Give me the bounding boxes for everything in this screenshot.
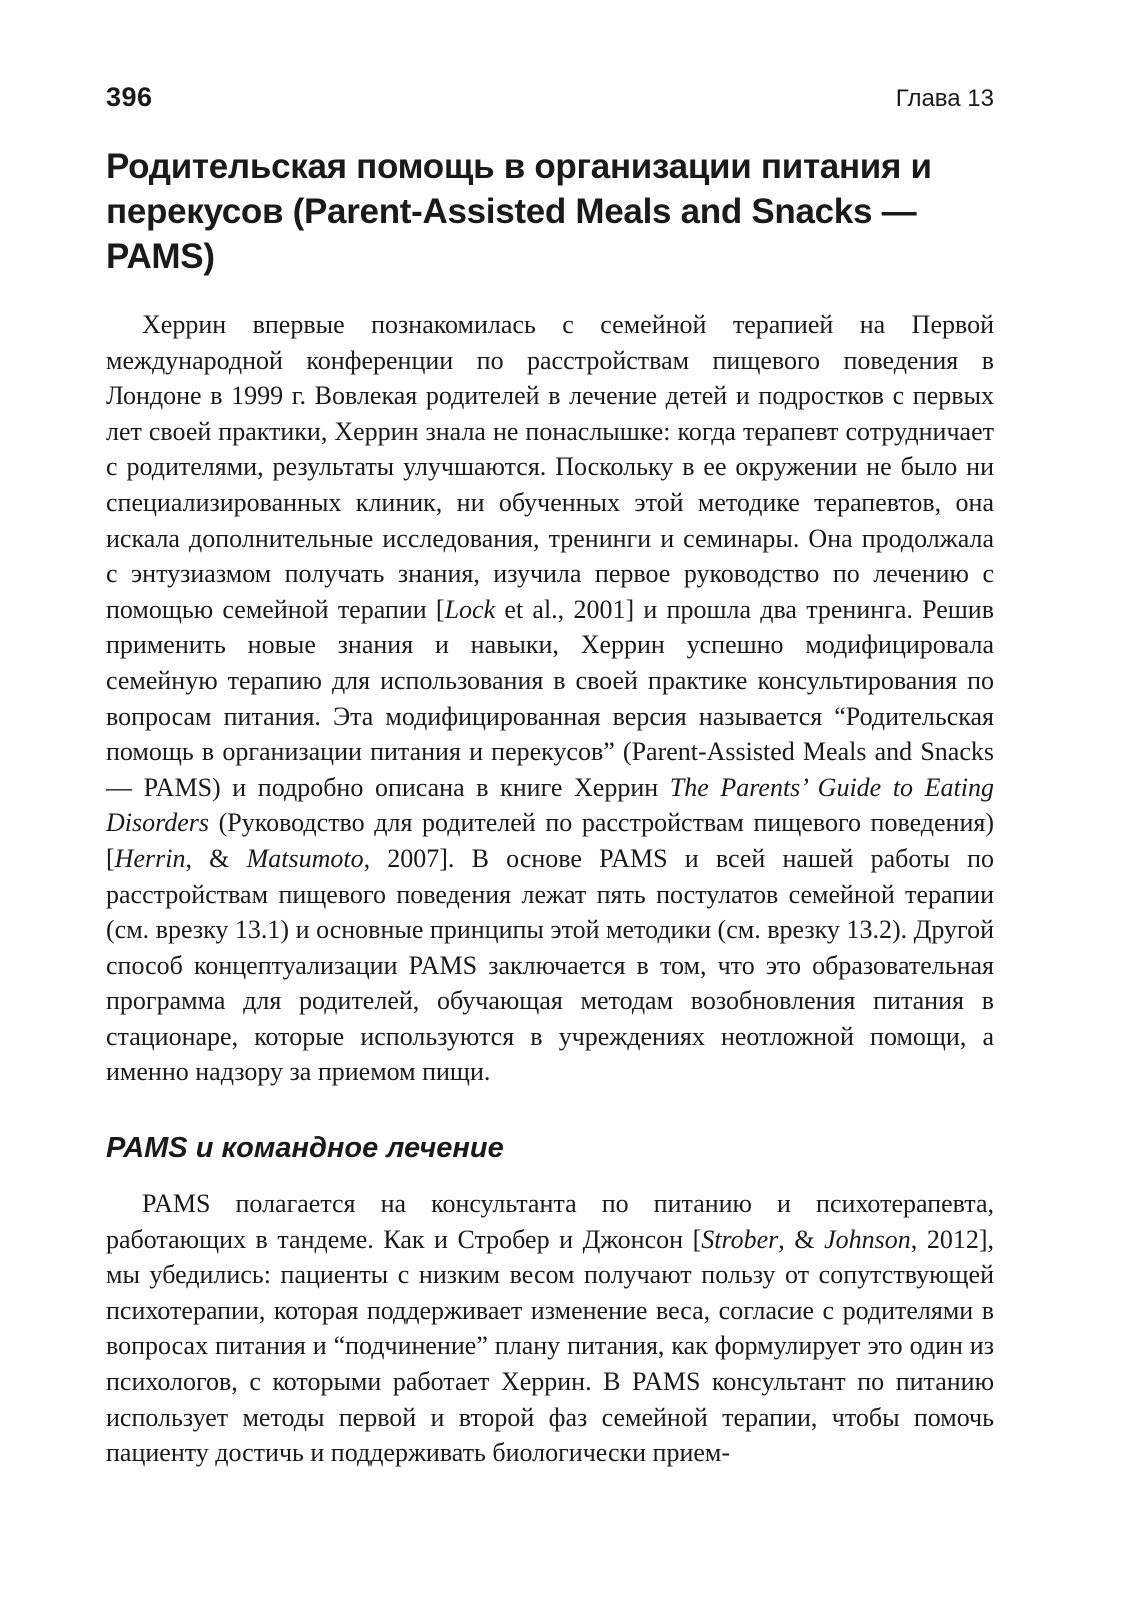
citation-author: Herrin: [114, 843, 186, 873]
subsection-title: PAMS и командное лечение: [106, 1132, 504, 1165]
running-head: [106, 82, 994, 122]
section-paragraph: [106, 307, 994, 1090]
text-run: , 2012], мы убедились: пациенты с низким весом получают пользу от сопутствующей психотерапии, которая поддерживает изменение веса, согласие с родителями в вопросах питания и “подчинение” плану питания, как формулирует это один из психологов, с которыми работает Херрин. В PAMS консультант по питанию использует методы первой и второй фаз семейной терапии, чтобы помочь пациенту достичь и поддерживать биологически прием-: [106, 1224, 994, 1468]
section-title: Родительская помощь в организации питания и перекусов (Parent-Assisted Meals and Snacks — PAMS): [106, 147, 932, 276]
text-run: (Руководство для родителей по расстройствам пищевого поведения) [: [106, 808, 994, 873]
text-run: , 2007]. В основе PAMS и всей нашей работы по расстройствам пищевого поведения лежат пять постулатов семейной терапии (см. врезку 13.1) и основные принципы этой методики (см. врезку 13.2). Другой способ концептуализации PAMS заключается в том, что это образовательная программа для родителей, обучающая методам возобновления питания в стационаре, которые используются в учреждениях неотложной помощи, а именно надзору за приемом пищи.: [106, 843, 994, 1087]
citation-author: Lock: [444, 594, 496, 624]
book-title: The Parents’ Guide to Eating Disorders: [106, 772, 994, 838]
page-number: 396: [106, 82, 153, 112]
citation-author: Strober: [701, 1224, 779, 1254]
book-page: [106, 82, 994, 1471]
text-run: , &: [778, 1224, 825, 1254]
text-run: et al., 2001] и прошла два тренинга. Решив применить новые знания и навыки, Херрин успешно модифицировала семейную терапию для использования в своей практике консультирования по вопросам питания. Эта модифицированная версия называется “Родительская помощь в организации питания и перекусов” (Parent-Assisted Meals and Snacks — PAMS) и подробно описана в книге Херрин: [106, 594, 994, 802]
citation-author: Matsumoto: [246, 843, 364, 873]
citation-author: Johnson: [824, 1224, 911, 1254]
text-run: , &: [185, 843, 247, 873]
text-run: Херрин впервые познакомилась с семейной терапией на Первой международной конференции по расстройствам пищевого поведения в Лондоне в 1999 г. Вовлекая родителей в лечение детей и подростков с первых лет своей практики, Херрин знала не понаслышке: когда терапевт сотрудничает с родителями, результаты улучшаются. Поскольку в ее окружении не было ни специализированных клиник, ни обученных этой методике терапевтов, она искала дополнительные исследования, тренинги и семинары. Она продолжала с энтузиазмом получать знания, изучила первое руководство по лечению с помощью семейной терапии [: [106, 310, 994, 624]
text-run: PAMS полагается на консультанта по питанию и психотерапевта, работающих в тандеме. Как и Стробер и Джонсон [: [106, 1189, 994, 1254]
chapter-label: Глава 13: [895, 85, 994, 112]
subsection-paragraph: [106, 1186, 994, 1471]
